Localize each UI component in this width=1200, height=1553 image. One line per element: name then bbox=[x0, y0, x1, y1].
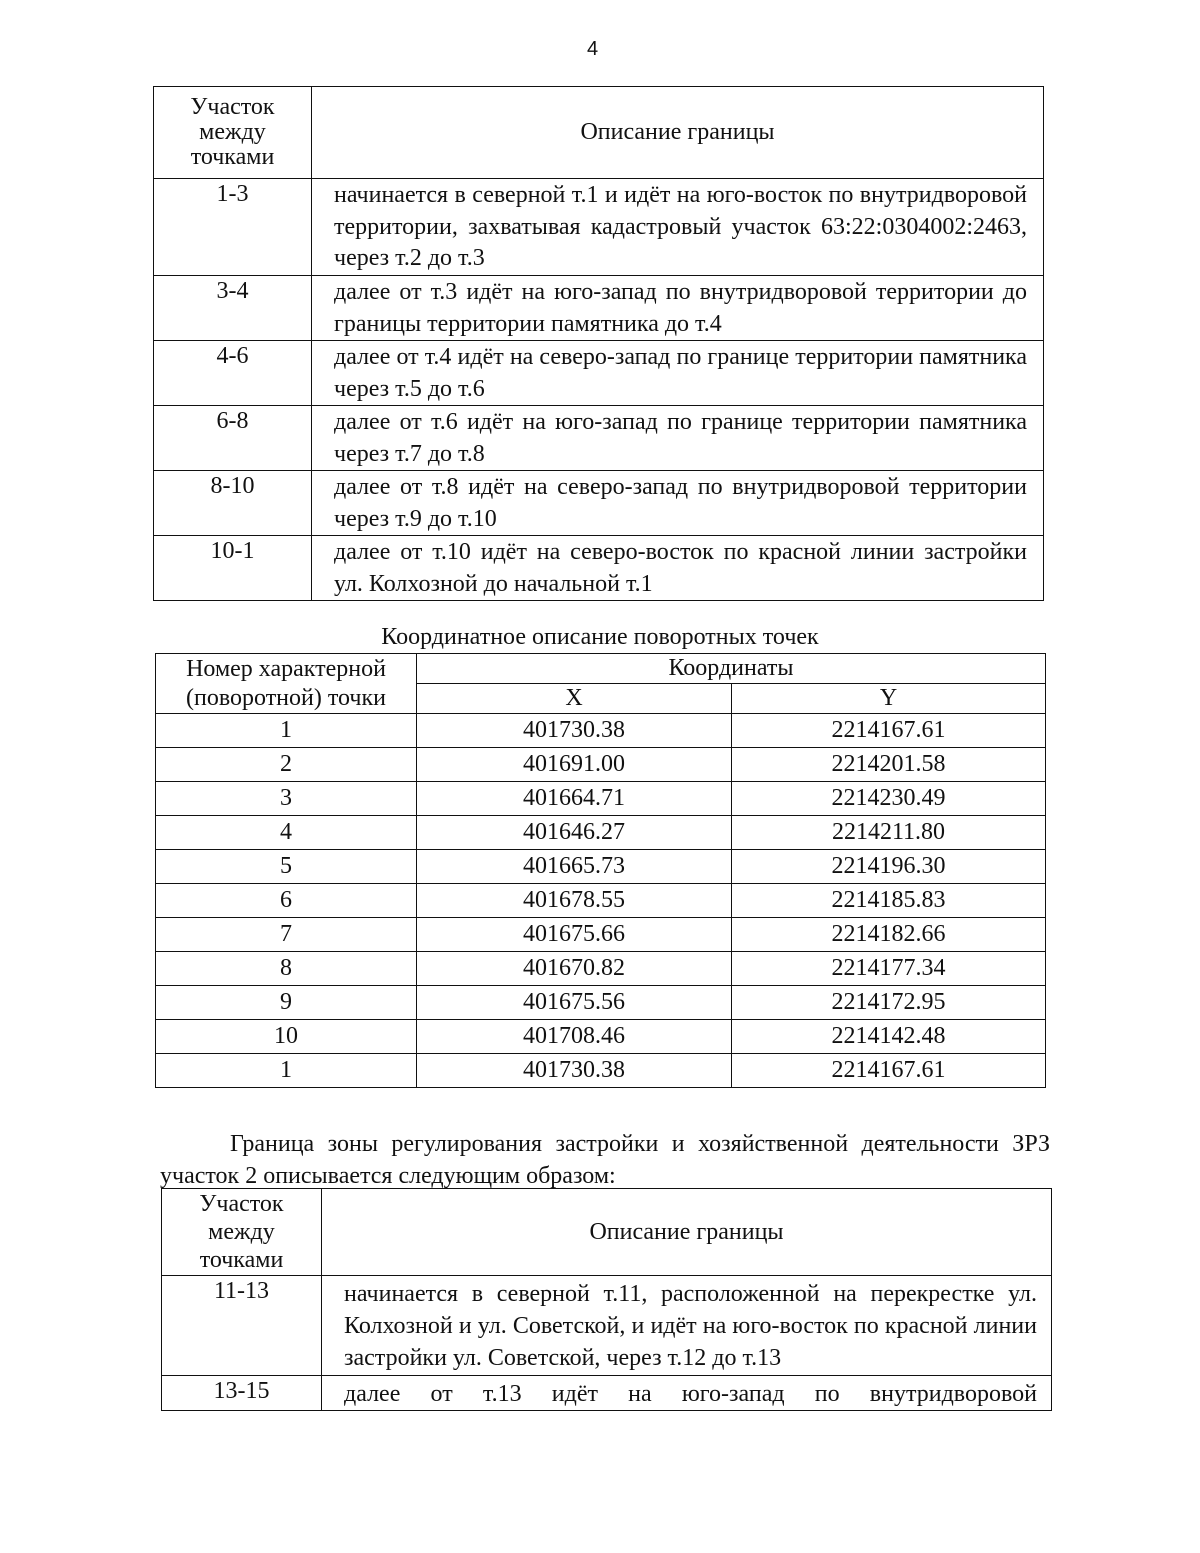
header-coordinates: Координаты bbox=[417, 654, 1046, 684]
description-cell: начинается в северной т.11, расположенной на перекрестке ул. Колхозной и ул. Советской, и идёт на юго-восток по красной линии застройки ул. Советской, через т.12 до т.13 bbox=[322, 1276, 1052, 1376]
table-row bbox=[156, 918, 1046, 952]
boundary-table-zone1 bbox=[153, 86, 1044, 601]
table-row bbox=[154, 471, 1044, 536]
description-cell: далее от т.3 идёт на юго-запад по внутридворовой территории до границы территории памятника до т.4 bbox=[312, 276, 1044, 341]
table-header-row bbox=[162, 1189, 1052, 1276]
table-row bbox=[156, 952, 1046, 986]
point-cell: 3 bbox=[156, 782, 417, 816]
table-row bbox=[156, 884, 1046, 918]
x-cell: 401691.00 bbox=[417, 748, 732, 782]
header-x: X bbox=[417, 684, 732, 714]
point-cell: 9 bbox=[156, 986, 417, 1020]
header-segment-line: точками bbox=[190, 144, 275, 170]
zone2-intro-paragraph: Граница зоны регулирования застройки и хозяйственной деятельности ЗРЗ участок 2 описывается следующим образом: bbox=[160, 1131, 1050, 1189]
x-cell: 401678.55 bbox=[417, 884, 732, 918]
header-segment-line: между bbox=[199, 119, 266, 145]
y-cell: 2214230.49 bbox=[732, 782, 1046, 816]
y-cell: 2214142.48 bbox=[732, 1020, 1046, 1054]
header-segment bbox=[162, 1189, 322, 1276]
coordinates-caption: Координатное описание поворотных точек bbox=[381, 624, 819, 650]
page-number: 4 bbox=[586, 38, 599, 60]
table-header-row bbox=[154, 87, 1044, 179]
y-cell: 2214211.80 bbox=[732, 816, 1046, 850]
header-point bbox=[156, 654, 417, 714]
segment-cell: 1-3 bbox=[154, 179, 312, 276]
segment-cell: 4-6 bbox=[154, 341, 312, 406]
point-cell: 8 bbox=[156, 952, 417, 986]
segment-cell: 8-10 bbox=[154, 471, 312, 536]
y-cell: 2214201.58 bbox=[732, 748, 1046, 782]
x-cell: 401664.71 bbox=[417, 782, 732, 816]
description-cell: начинается в северной т.1 и идёт на юго-восток по внутридворовой территории, захватывая кадастровый участок 63:22:0304002:2463, через т.2 до т.3 bbox=[312, 179, 1044, 276]
table-row bbox=[154, 179, 1044, 276]
segment-cell: 11-13 bbox=[162, 1276, 322, 1376]
segment-cell: 13-15 bbox=[162, 1376, 322, 1411]
table-row bbox=[156, 1054, 1046, 1088]
description-cell: далее от т.8 идёт на северо-запад по внутридворовой территории через т.9 до т.10 bbox=[312, 471, 1044, 536]
y-cell: 2214185.83 bbox=[732, 884, 1046, 918]
header-segment bbox=[154, 87, 312, 179]
header-description: Описание границы bbox=[322, 1189, 1052, 1276]
point-cell: 5 bbox=[156, 850, 417, 884]
point-cell: 2 bbox=[156, 748, 417, 782]
header-segment-line: между bbox=[208, 1219, 275, 1245]
description-cell: далее от т.6 идёт на юго-запад по границе территории памятника через т.7 до т.8 bbox=[312, 406, 1044, 471]
table-row bbox=[156, 1020, 1046, 1054]
coordinates-table bbox=[155, 653, 1046, 1088]
header-segment-line: точками bbox=[199, 1247, 284, 1273]
table-row bbox=[154, 536, 1044, 601]
segment-cell: 10-1 bbox=[154, 536, 312, 601]
point-cell: 6 bbox=[156, 884, 417, 918]
table-row bbox=[154, 406, 1044, 471]
table-row bbox=[154, 341, 1044, 406]
x-cell: 401730.38 bbox=[417, 1054, 732, 1088]
table-row bbox=[162, 1276, 1052, 1376]
x-cell: 401646.27 bbox=[417, 816, 732, 850]
table-row bbox=[156, 986, 1046, 1020]
table-row bbox=[156, 782, 1046, 816]
table-row bbox=[154, 276, 1044, 341]
segment-cell: 6-8 bbox=[154, 406, 312, 471]
y-cell: 2214167.61 bbox=[732, 714, 1046, 748]
segment-cell: 3-4 bbox=[154, 276, 312, 341]
header-segment-line: Участок bbox=[190, 94, 275, 120]
y-cell: 2214172.95 bbox=[732, 986, 1046, 1020]
point-cell: 7 bbox=[156, 918, 417, 952]
description-cell: далее от т.13 идёт на юго-запад по внутридворовой bbox=[322, 1376, 1052, 1411]
header-y: Y bbox=[732, 684, 1046, 714]
header-point-line: Номер характерной bbox=[186, 655, 386, 682]
y-cell: 2214177.34 bbox=[732, 952, 1046, 986]
description-cell: далее от т.10 идёт на северо-восток по красной линии застройки ул. Колхозной до начальной т.1 bbox=[312, 536, 1044, 601]
header-segment-line: Участок bbox=[199, 1191, 284, 1217]
table-row bbox=[162, 1376, 1052, 1411]
header-description: Описание границы bbox=[312, 87, 1044, 179]
point-cell: 1 bbox=[156, 714, 417, 748]
table-row bbox=[156, 714, 1046, 748]
y-cell: 2214167.61 bbox=[732, 1054, 1046, 1088]
y-cell: 2214196.30 bbox=[732, 850, 1046, 884]
point-cell: 1 bbox=[156, 1054, 417, 1088]
table-row bbox=[156, 850, 1046, 884]
header-point-line: (поворотной) точки bbox=[186, 684, 386, 711]
boundary-table-zone2 bbox=[161, 1188, 1052, 1411]
point-cell: 4 bbox=[156, 816, 417, 850]
x-cell: 401675.66 bbox=[417, 918, 732, 952]
x-cell: 401670.82 bbox=[417, 952, 732, 986]
table-header-row bbox=[156, 654, 1046, 684]
table-row bbox=[156, 816, 1046, 850]
description-cell: далее от т.4 идёт на северо-запад по границе территории памятника через т.5 до т.6 bbox=[312, 341, 1044, 406]
y-cell: 2214182.66 bbox=[732, 918, 1046, 952]
x-cell: 401675.56 bbox=[417, 986, 732, 1020]
x-cell: 401665.73 bbox=[417, 850, 732, 884]
x-cell: 401730.38 bbox=[417, 714, 732, 748]
table-row bbox=[156, 748, 1046, 782]
x-cell: 401708.46 bbox=[417, 1020, 732, 1054]
point-cell: 10 bbox=[156, 1020, 417, 1054]
